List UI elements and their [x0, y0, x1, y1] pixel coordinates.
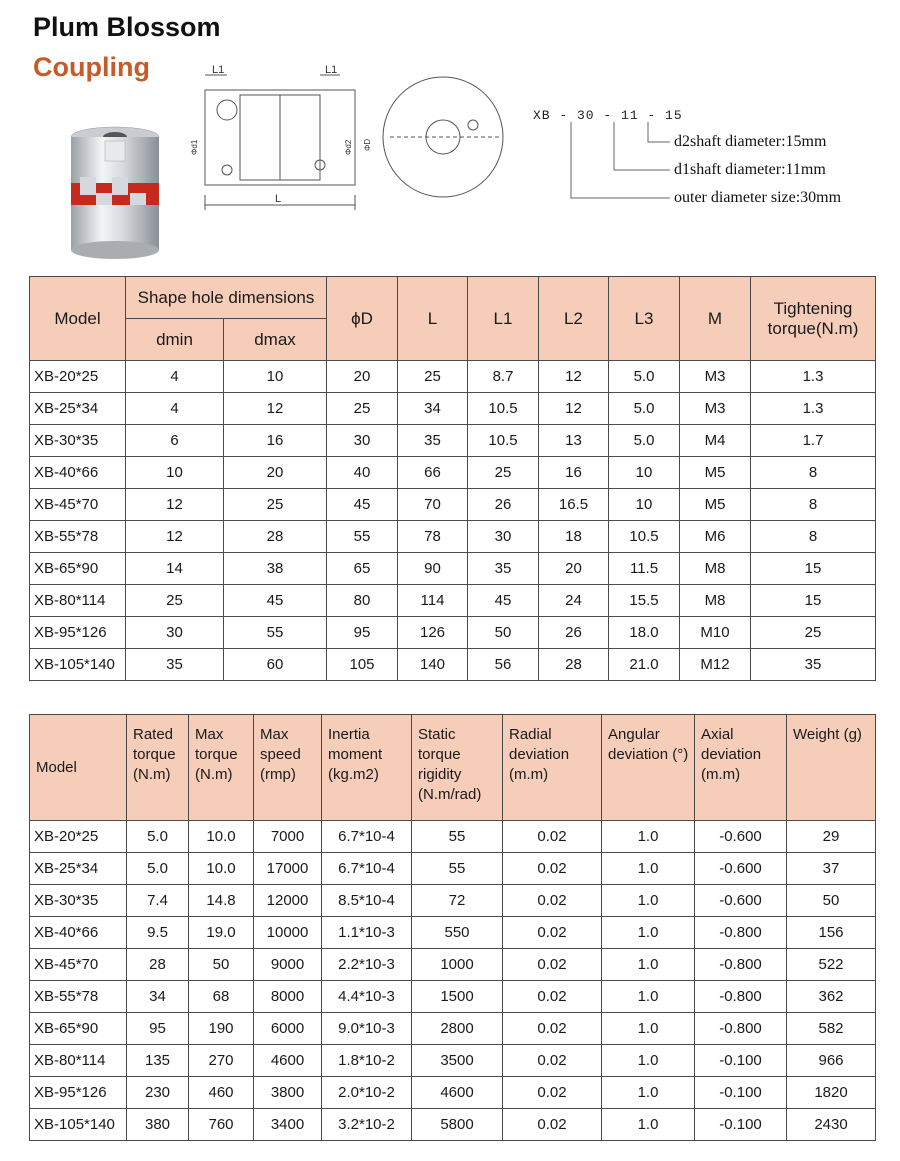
table-cell: M6 — [680, 521, 751, 553]
table-cell: 25 — [327, 393, 398, 425]
table-cell: 66 — [398, 457, 468, 489]
table-row — [30, 1109, 876, 1141]
code-d2-label: d2shaft diameter:15mm — [674, 133, 827, 150]
table-cell: 1.0 — [602, 1109, 695, 1141]
model-cell: XB-20*25 — [30, 821, 127, 853]
header-shape-hole: Shape hole dimensions — [126, 277, 327, 319]
table-cell: 30 — [468, 521, 539, 553]
table-cell: 4600 — [254, 1045, 322, 1077]
model-cell: XB-30*35 — [30, 425, 126, 457]
header-l3: L3 — [609, 277, 680, 361]
table-cell: 20 — [539, 553, 609, 585]
drawing-label-l: L — [275, 193, 282, 205]
table-cell: 26 — [539, 617, 609, 649]
header-l1: L1 — [468, 277, 539, 361]
model-code-example: XB - 30 - 11 - 15 — [533, 108, 683, 123]
table-cell: 12 — [126, 521, 224, 553]
model-cell: XB-25*34 — [30, 393, 126, 425]
table-cell: 60 — [224, 649, 327, 681]
header-model: Model — [30, 715, 127, 821]
table-cell: 80 — [327, 585, 398, 617]
table-cell: 15 — [751, 585, 876, 617]
table-row — [30, 521, 876, 553]
table-cell: 18 — [539, 521, 609, 553]
table-cell: 10.5 — [468, 425, 539, 457]
table-cell: 50 — [468, 617, 539, 649]
table-cell: M8 — [680, 553, 751, 585]
table-cell: 45 — [327, 489, 398, 521]
table-cell: 10000 — [254, 917, 322, 949]
table-cell: 230 — [127, 1077, 189, 1109]
table-cell: 1.7 — [751, 425, 876, 457]
table-cell: 3400 — [254, 1109, 322, 1141]
table-cell: 6.7*10-4 — [322, 821, 412, 853]
table-row — [30, 361, 876, 393]
table-cell: 1.8*10-2 — [322, 1045, 412, 1077]
table-row — [30, 1045, 876, 1077]
table-cell: 30 — [126, 617, 224, 649]
table-cell: 12 — [126, 489, 224, 521]
model-cell: XB-40*66 — [30, 917, 127, 949]
table-cell: 8 — [751, 521, 876, 553]
model-cell: XB-95*126 — [30, 617, 126, 649]
header-l: L — [398, 277, 468, 361]
table-cell: 10.0 — [189, 821, 254, 853]
table-cell: 30 — [327, 425, 398, 457]
table-cell: M3 — [680, 361, 751, 393]
table-cell: M3 — [680, 393, 751, 425]
table-cell: 55 — [224, 617, 327, 649]
model-cell: XB-80*114 — [30, 585, 126, 617]
table-cell: 4600 — [412, 1077, 503, 1109]
table-cell: 95 — [127, 1013, 189, 1045]
table-cell: 1.1*10-3 — [322, 917, 412, 949]
table-cell: 68 — [189, 981, 254, 1013]
table-cell: 8.7 — [468, 361, 539, 393]
table-cell: 270 — [189, 1045, 254, 1077]
table-cell: -0.100 — [695, 1045, 787, 1077]
header-tightening-torque: Tightening torque(N.m) — [751, 277, 876, 361]
table-cell: 5.0 — [127, 821, 189, 853]
table-cell: 10 — [609, 489, 680, 521]
table-cell: 1.0 — [602, 1045, 695, 1077]
table-cell: 55 — [412, 821, 503, 853]
table-cell: 380 — [127, 1109, 189, 1141]
table-cell: 4 — [126, 361, 224, 393]
table-row — [30, 1077, 876, 1109]
header-dmin: dmin — [126, 319, 224, 361]
table-cell: 10 — [224, 361, 327, 393]
drawing-label-d: ΦD — [363, 138, 372, 151]
table-cell: 28 — [539, 649, 609, 681]
table-row — [30, 553, 876, 585]
table-cell: 28 — [224, 521, 327, 553]
table-cell: 29 — [787, 821, 876, 853]
table-cell: M12 — [680, 649, 751, 681]
table-cell: 25 — [751, 617, 876, 649]
table-cell: M4 — [680, 425, 751, 457]
table-cell: 7.4 — [127, 885, 189, 917]
header-angular-deviation: Angular deviation (°) — [602, 715, 695, 821]
table-cell: 10.0 — [189, 853, 254, 885]
model-cell: XB-40*66 — [30, 457, 126, 489]
table-cell: 6 — [126, 425, 224, 457]
table-cell: 14 — [126, 553, 224, 585]
table-cell: 40 — [327, 457, 398, 489]
table-cell: 16 — [224, 425, 327, 457]
table-cell: 8.5*10-4 — [322, 885, 412, 917]
table-cell: 9.0*10-3 — [322, 1013, 412, 1045]
table-cell: -0.600 — [695, 821, 787, 853]
page-subtitle: Coupling — [33, 52, 150, 82]
header-max-torque: Max torque (N.m) — [189, 715, 254, 821]
table-cell: -0.800 — [695, 1013, 787, 1045]
table-cell: 10.5 — [609, 521, 680, 553]
table-cell: 0.02 — [503, 981, 602, 1013]
table-cell: 10 — [126, 457, 224, 489]
table-cell: 78 — [398, 521, 468, 553]
table-row — [30, 393, 876, 425]
table-cell: 20 — [224, 457, 327, 489]
table-cell: 7000 — [254, 821, 322, 853]
table-cell: 550 — [412, 917, 503, 949]
table-cell: 0.02 — [503, 1077, 602, 1109]
table-cell: 966 — [787, 1045, 876, 1077]
table-cell: 38 — [224, 553, 327, 585]
table-cell: 12000 — [254, 885, 322, 917]
table-cell: 55 — [412, 853, 503, 885]
table-cell: 1000 — [412, 949, 503, 981]
table-row — [30, 617, 876, 649]
drawing-label-d2: Φd2 — [344, 139, 353, 155]
header-inertia-moment: Inertia moment (kg.m2) — [322, 715, 412, 821]
header-axial-deviation: Axial deviation (m.m) — [695, 715, 787, 821]
table-cell: 0.02 — [503, 853, 602, 885]
table-cell: 190 — [189, 1013, 254, 1045]
model-cell: XB-55*78 — [30, 981, 127, 1013]
table-row — [30, 981, 876, 1013]
table-cell: 14.8 — [189, 885, 254, 917]
header-model: Model — [30, 277, 126, 361]
table-cell: 12 — [539, 361, 609, 393]
table-cell: -0.100 — [695, 1109, 787, 1141]
table-cell: 2.0*10-2 — [322, 1077, 412, 1109]
table-cell: 10 — [609, 457, 680, 489]
table-cell: 1500 — [412, 981, 503, 1013]
table-cell: 2.2*10-3 — [322, 949, 412, 981]
table-cell: 16.5 — [539, 489, 609, 521]
table-cell: 16 — [539, 457, 609, 489]
table-cell: 90 — [398, 553, 468, 585]
table-cell: 2430 — [787, 1109, 876, 1141]
drawing-label-d1: Φd1 — [190, 139, 199, 155]
model-cell: XB-65*90 — [30, 553, 126, 585]
table-cell: 50 — [189, 949, 254, 981]
header-m: M — [680, 277, 751, 361]
table-cell: 156 — [787, 917, 876, 949]
table-row — [30, 489, 876, 521]
model-cell: XB-105*140 — [30, 649, 126, 681]
table-cell: 45 — [468, 585, 539, 617]
table-cell: 18.0 — [609, 617, 680, 649]
table-cell: 1.3 — [751, 393, 876, 425]
table-cell: 70 — [398, 489, 468, 521]
table-cell: 34 — [127, 981, 189, 1013]
table-cell: 24 — [539, 585, 609, 617]
table-cell: 140 — [398, 649, 468, 681]
table-cell: M5 — [680, 457, 751, 489]
table-row — [30, 949, 876, 981]
table-cell: 11.5 — [609, 553, 680, 585]
table-cell: 1.0 — [602, 885, 695, 917]
table-cell: -0.800 — [695, 981, 787, 1013]
table-cell: 3500 — [412, 1045, 503, 1077]
header-weight: Weight (g) — [787, 715, 876, 821]
table-cell: 15.5 — [609, 585, 680, 617]
table-cell: 1.0 — [602, 949, 695, 981]
performance-table — [29, 714, 876, 1141]
table-cell: -0.600 — [695, 853, 787, 885]
table-cell: 1.0 — [602, 853, 695, 885]
table-cell: 5.0 — [609, 393, 680, 425]
table-cell: 5.0 — [127, 853, 189, 885]
table-cell: 19.0 — [189, 917, 254, 949]
table-row — [30, 853, 876, 885]
table-cell: 1.0 — [602, 821, 695, 853]
performance-table-body — [30, 821, 876, 1141]
header-l2: L2 — [539, 277, 609, 361]
table-cell: 25 — [468, 457, 539, 489]
table-cell: 28 — [127, 949, 189, 981]
table-cell: 10.5 — [468, 393, 539, 425]
table-row — [30, 1013, 876, 1045]
model-cell: XB-30*35 — [30, 885, 127, 917]
table-cell: 1.0 — [602, 917, 695, 949]
table-cell: 25 — [224, 489, 327, 521]
table-cell: -0.800 — [695, 917, 787, 949]
code-outer-label: outer diameter size:30mm — [674, 189, 842, 206]
table-cell: 6000 — [254, 1013, 322, 1045]
drawing-label-l1-right: L1 — [325, 65, 338, 76]
table-cell: 95 — [327, 617, 398, 649]
table-cell: 56 — [468, 649, 539, 681]
table-row — [30, 457, 876, 489]
table-cell: 5800 — [412, 1109, 503, 1141]
table-cell: 0.02 — [503, 1013, 602, 1045]
table-cell: 3800 — [254, 1077, 322, 1109]
table-cell: 21.0 — [609, 649, 680, 681]
table-row — [30, 821, 876, 853]
table-cell: 26 — [468, 489, 539, 521]
table-cell: 8 — [751, 457, 876, 489]
table-cell: 12 — [224, 393, 327, 425]
model-cell: XB-45*70 — [30, 949, 127, 981]
table-cell: -0.100 — [695, 1077, 787, 1109]
model-cell: XB-20*25 — [30, 361, 126, 393]
table-cell: 9.5 — [127, 917, 189, 949]
header-radial-deviation: Radial deviation (m.m) — [503, 715, 602, 821]
table-row — [30, 885, 876, 917]
table-cell: 9000 — [254, 949, 322, 981]
code-d1-label: d1shaft diameter:11mm — [674, 161, 826, 178]
table-cell: 5.0 — [609, 425, 680, 457]
table-row — [30, 917, 876, 949]
table-cell: 1.3 — [751, 361, 876, 393]
table-cell: 582 — [787, 1013, 876, 1045]
table-cell: 34 — [398, 393, 468, 425]
table-cell: 0.02 — [503, 949, 602, 981]
dimensions-table — [29, 276, 876, 681]
table-cell: 8000 — [254, 981, 322, 1013]
table-cell: 13 — [539, 425, 609, 457]
table-cell: 1.0 — [602, 1013, 695, 1045]
dimensions-table-body — [30, 361, 876, 681]
table-cell: 35 — [468, 553, 539, 585]
model-cell: XB-80*114 — [30, 1045, 127, 1077]
table-cell: 1820 — [787, 1077, 876, 1109]
header-dmax: dmax — [224, 319, 327, 361]
table-cell: 45 — [224, 585, 327, 617]
table-cell: 3.2*10-2 — [322, 1109, 412, 1141]
model-cell: XB-65*90 — [30, 1013, 127, 1045]
table-cell: 126 — [398, 617, 468, 649]
table-cell: 6.7*10-4 — [322, 853, 412, 885]
technical-drawing — [185, 65, 505, 215]
table-cell: M8 — [680, 585, 751, 617]
table-cell: -0.600 — [695, 885, 787, 917]
table-cell: 362 — [787, 981, 876, 1013]
table-cell: 2800 — [412, 1013, 503, 1045]
table-row — [30, 649, 876, 681]
table-cell: 4.4*10-3 — [322, 981, 412, 1013]
model-cell: XB-105*140 — [30, 1109, 127, 1141]
page-title: Plum Blossom — [33, 12, 221, 42]
table-cell: 135 — [127, 1045, 189, 1077]
table-cell: 0.02 — [503, 917, 602, 949]
model-cell: XB-25*34 — [30, 853, 127, 885]
table-cell: 4 — [126, 393, 224, 425]
table-cell: 25 — [126, 585, 224, 617]
table-cell: 760 — [189, 1109, 254, 1141]
table-cell: -0.800 — [695, 949, 787, 981]
header-max-speed: Max speed (rmp) — [254, 715, 322, 821]
table-cell: 0.02 — [503, 1109, 602, 1141]
drawing-label-l1-left: L1 — [212, 65, 225, 76]
table-cell: 1.0 — [602, 1077, 695, 1109]
table-cell: 105 — [327, 649, 398, 681]
table-row — [30, 425, 876, 457]
table-cell: 50 — [787, 885, 876, 917]
table-cell: 0.02 — [503, 885, 602, 917]
table-cell: 35 — [126, 649, 224, 681]
header-rated-torque: Rated torque (N.m) — [127, 715, 189, 821]
table-cell: M5 — [680, 489, 751, 521]
table-cell: 65 — [327, 553, 398, 585]
table-cell: 20 — [327, 361, 398, 393]
table-cell: M10 — [680, 617, 751, 649]
table-cell: 522 — [787, 949, 876, 981]
coupling-product-image — [60, 125, 170, 260]
model-cell: XB-95*126 — [30, 1077, 127, 1109]
table-cell: 8 — [751, 489, 876, 521]
model-cell: XB-45*70 — [30, 489, 126, 521]
table-cell: 72 — [412, 885, 503, 917]
table-cell: 5.0 — [609, 361, 680, 393]
table-cell: 55 — [327, 521, 398, 553]
table-cell: 17000 — [254, 853, 322, 885]
table-cell: 25 — [398, 361, 468, 393]
table-cell: 0.02 — [503, 821, 602, 853]
table-cell: 35 — [398, 425, 468, 457]
table-cell: 12 — [539, 393, 609, 425]
table-cell: 114 — [398, 585, 468, 617]
table-cell: 35 — [751, 649, 876, 681]
header-static-torque-rigidity: Static torque rigidity (N.m/rad) — [412, 715, 503, 821]
table-row — [30, 585, 876, 617]
table-cell: 37 — [787, 853, 876, 885]
header-d: ϕD — [327, 277, 398, 361]
table-cell: 0.02 — [503, 1045, 602, 1077]
table-cell: 15 — [751, 553, 876, 585]
model-cell: XB-55*78 — [30, 521, 126, 553]
table-cell: 460 — [189, 1077, 254, 1109]
table-cell: 1.0 — [602, 981, 695, 1013]
